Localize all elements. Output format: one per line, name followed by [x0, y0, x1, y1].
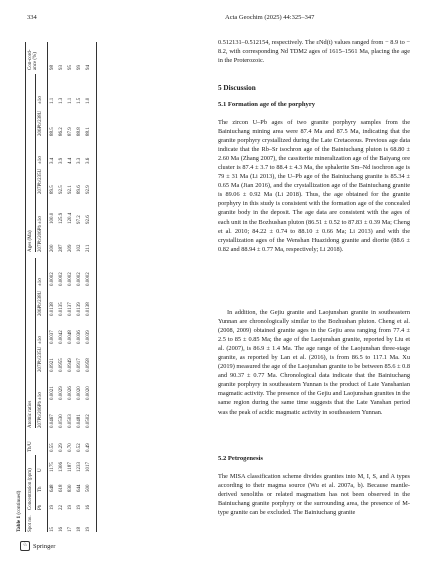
cell-concordance: 93 — [59, 65, 64, 70]
cell-ratio-err-3: 0.0002 — [77, 272, 82, 286]
cell-age-err-1: 92.6 — [86, 215, 91, 224]
cell-ratio-3: 0.0138 — [50, 302, 55, 316]
journal-citation: Acta Geochim (2025) 44:325–347 — [225, 14, 315, 21]
header-age-err-1: ±1σ — [38, 216, 43, 224]
table-caption — [17, 491, 22, 532]
table-rotated — [17, 42, 209, 532]
cell-thu: 0.52 — [77, 443, 82, 452]
table-rule-top — [25, 42, 26, 532]
page-number: 334 — [27, 14, 37, 21]
paragraph-text: The zircon U–Pb ages of two granite porphyry samples from the Bainiuchang mining area were 87.4 Ma and 87.5 Ma, indicating that the granite porphyry crystallized during the Late Cretaceous. Previous age data indicate that the Rb–Sr isochron age of the Bainiuchang pluton is 68.80 ± 2.60 Ma (Zhang 2007), the cassiterite mineralization age of the Baiyang ore cluster is 87.4 ± 3.7 to 88.4 ± 4.3 Ma, the sphalerite Sm–Nd isochron age is 79 ± 31 Ma (Li 2013), the U–Pb age of the Bainiuchang granite is 85.34 ± 0.65 Ma (Jian 2016), and the crystallization age of the Bainiuchang granite is 89.06 ± 0.92 Ma (Li 2018). Thus, the age obtained for the granite porphyry in this study is consistent with the formation age of the concealed granite body in the deposit. The age data are consistent with the ages of each unit in the Bozhushan pluton (86.51 ± 0.52 to 87.83 ± 0.39 Ma; Cheng et al. 2010; 84.22 ± 0.74 to 88.10 ± 0.66 Ma; Li 2013) and with the crystallization ages of the Wenshan Huazidong granite and diorite (88.6 ± 0.82 and 88.94 ± 0.77 Ma, respectively; Li 2018). — [218, 119, 410, 253]
cell-ratio-1: 0.0481 — [77, 414, 82, 428]
cell-ratio-err-3: 0.0002 — [68, 272, 73, 286]
cell-ratio-err-3: 0.0002 — [86, 272, 91, 286]
cell-u: 1233 — [77, 462, 82, 472]
cell-ratio-err-2: 0.0036 — [77, 330, 82, 344]
cell-ratio-err-1: 0.0021 — [50, 386, 55, 400]
cell-ratio-err-3: 0.0002 — [50, 272, 55, 286]
cell-ratio-err-2: 0.0037 — [50, 330, 55, 344]
header-u: U — [38, 468, 43, 472]
cell-pb: 16 — [86, 505, 91, 510]
cell-age-3: 86.2 — [59, 127, 64, 136]
cell-th: 648 — [50, 484, 55, 492]
header-ratio-err-1: ±1σ — [38, 392, 43, 400]
cell-ratio-err-2: 0.0039 — [86, 330, 91, 344]
cell-ratio-3: 0.0139 — [77, 302, 82, 316]
subsection-heading-formation: 5.1 Formation age of the porphyry — [218, 101, 316, 108]
cell-pb: 19 — [77, 505, 82, 510]
cell-ratio-err-1: 0.0020 — [77, 386, 82, 400]
cell-thu: 0.70 — [68, 443, 73, 452]
header-ages: Ages (Ma) — [28, 230, 33, 252]
cell-age-1: 102 — [77, 244, 82, 252]
cell-age-err-3: 1.0 — [86, 97, 91, 104]
cell-ratio-2: 0.0921 — [50, 358, 55, 372]
header-ratio-1: 207Pb/206Pb — [38, 401, 43, 428]
header-age-1: 207Pb/206Pb — [38, 225, 43, 252]
cell-age-err-1: 125.9 — [59, 212, 64, 224]
section-heading-discussion: 5 Discussion — [218, 84, 256, 92]
table-row — [77, 42, 86, 532]
header-atomic-ratios: Atomic ratios — [28, 400, 33, 428]
cell-age-err-2: 3.3 — [77, 157, 82, 164]
paragraph-text: In addition, the Gejiu granite and Laojunshan granite in southeastern Yunnan are chronologically similar to the Bozhushan pluton. Cheng et al. (2008, 2009) obtained granite ages in the Gejiu area ranging from 77.4 ± 2.5 to 85 ± 0.85 Ma; the age of the Laojunshan granite, reported by Liu et al. (2007), is 86.9 ± 1.4 Ma. The age range of the Laojunshan three-stage granite, as reported by Lan et al. (2016), is from 86.5 to 117.1 Ma. Xu (2019) measured the age of the Laojunshan granite to be between 85.6 ± 0.8 and 90.37 ± 0.77 Ma. Chronological data indicate that the Bainiuchang granite porphyry in southeastern Yunnan is the product of Late Yanshanian magmatic activity. The presence of the Gejiu and Laojunshan granites in the same region during the same time suggests that the Late Yanshan period was the peak of acidic magmatic activity in southeastern Yunnan. — [218, 309, 410, 416]
cell-ratio-2: 0.0949 — [68, 358, 73, 372]
intro-paragraph: 0.512131–0.512154, respectively. The εNd(t) values ranged from − 8.9 to − 8.2, with corresponding Nd TDM2 ages of 1615–1561 Ma, placing the age in the Proterozoic. — [218, 39, 410, 65]
cell-age-1: 287 — [59, 244, 64, 252]
header-spot: Spot no. — [28, 515, 33, 532]
cell-pb: 22 — [59, 505, 64, 510]
header-concentration: Concentration (ppm) — [28, 468, 33, 510]
cell-spot: 18 — [77, 527, 82, 532]
cell-concordance: 95 — [68, 65, 73, 70]
publisher-footer — [20, 541, 55, 551]
cell-concordance: 98 — [50, 65, 55, 70]
cell-age-2: 89.5 — [50, 185, 55, 194]
cell-age-err-3: 1.3 — [59, 97, 64, 104]
cell-concordance: 99 — [77, 65, 82, 70]
paragraph-petrogenesis — [218, 472, 410, 517]
table-row — [68, 42, 77, 532]
cell-age-1: 211 — [86, 244, 91, 252]
data-table — [17, 42, 209, 532]
springer-logo-icon: ♘ — [20, 541, 30, 551]
cell-pb: 19 — [50, 505, 55, 510]
header-thu: Th/U — [28, 441, 33, 452]
cell-ratio-1: 0.0530 — [59, 414, 64, 428]
cell-age-3: 88.8 — [77, 127, 82, 136]
cell-age-err-2: 3.9 — [59, 157, 64, 164]
header-age-2: 207Pb/235U — [38, 168, 43, 194]
cell-age-err-1: 100.0 — [50, 212, 55, 224]
cell-ratio-err-1: 0.0020 — [86, 386, 91, 400]
header-th: Th — [38, 486, 43, 492]
cell-u: 1187 — [68, 462, 73, 472]
header-pb: Pb — [38, 504, 43, 510]
rule-conc — [35, 455, 36, 510]
publisher-name: Springer — [33, 542, 56, 550]
rule-ages — [35, 74, 36, 252]
cell-thu: 0.29 — [59, 443, 64, 452]
cell-age-err-1: 120.4 — [68, 212, 73, 224]
cell-age-2: 92.9 — [86, 185, 91, 194]
cell-u: 1306 — [59, 462, 64, 472]
cell-ratio-2: 0.0955 — [59, 358, 64, 372]
cell-ratio-1: 0.0467 — [50, 414, 55, 428]
cell-ratio-err-1: 0.0026 — [68, 386, 73, 400]
paragraph-formation-1 — [218, 118, 410, 254]
cell-th: 500 — [86, 484, 91, 492]
cell-pb: 19 — [68, 505, 73, 510]
cell-age-1: 200 — [50, 244, 55, 252]
cell-ratio-3: 0.0138 — [86, 302, 91, 316]
header-ratio-2: 207Pb/235U — [38, 346, 43, 372]
header-ratio-err-2: ±1σ — [38, 336, 43, 344]
cell-ratio-err-2: 0.0048 — [68, 330, 73, 344]
header-ratio-err-3: ±1σ — [38, 278, 43, 286]
cell-age-1: 209 — [68, 244, 73, 252]
paragraph-text: The MISA classification scheme divides granites into M, I, S, and A types according to their magma source (Wu et al. 2007a, b). Because mantle-derived xenoliths or related magmatism has not been observed in the Bainiuchang granite porphyry or the surrounding area, the presence of M-type granite can be excluded. The Bainiuchang granite — [218, 473, 410, 517]
cell-age-2: 92.1 — [68, 185, 73, 194]
cell-u: 1175 — [50, 462, 55, 472]
table-caption-note: (continued) — [16, 490, 22, 515]
cell-age-err-1: 97.2 — [77, 215, 82, 224]
cell-age-2: 89.6 — [77, 185, 82, 194]
cell-spot: 17 — [68, 527, 73, 532]
cell-th: 830 — [68, 484, 73, 492]
cell-thu: 0.55 — [50, 443, 55, 452]
table-rule-bottom — [96, 42, 97, 532]
table-rule-header — [47, 42, 48, 532]
cell-th: 644 — [77, 484, 82, 492]
cell-thu: 0.49 — [86, 443, 91, 452]
cell-u: 1017 — [86, 462, 91, 472]
cell-age-err-2: 3.4 — [50, 157, 55, 164]
header-age-err-3: ±1σ — [38, 96, 43, 104]
header-age-err-2: ±1σ — [38, 156, 43, 164]
cell-ratio-1: 0.0502 — [86, 414, 91, 428]
cell-ratio-2: 0.0958 — [86, 358, 91, 372]
cell-age-err-3: 1.1 — [50, 97, 55, 104]
paragraph-formation-2 — [218, 308, 410, 417]
cell-age-err-2: 3.6 — [86, 157, 91, 164]
cell-concordance: 94 — [86, 65, 91, 70]
cell-spot: 16 — [59, 527, 64, 532]
cell-age-err-3: 1.1 — [68, 97, 73, 104]
cell-age-3: 88.5 — [50, 127, 55, 136]
cell-age-err-3: 1.5 — [77, 97, 82, 104]
cell-spot: 19 — [86, 527, 91, 532]
table-row — [59, 42, 68, 532]
cell-age-3: 87.9 — [68, 127, 73, 136]
table-row — [86, 42, 95, 532]
header-concordance: Con-cord-ance (%) — [28, 49, 39, 70]
rule-atomic — [35, 258, 36, 428]
cell-ratio-3: 0.0135 — [59, 302, 64, 316]
cell-ratio-3: 0.0137 — [68, 302, 73, 316]
cell-ratio-err-2: 0.0042 — [59, 330, 64, 344]
table-row — [50, 42, 59, 532]
header-age-3: 206Pb/238U — [38, 110, 43, 136]
cell-ratio-1: 0.0503 — [68, 414, 73, 428]
cell-ratio-2: 0.0917 — [77, 358, 82, 372]
table-label: Table 1 — [16, 515, 22, 532]
cell-age-3: 88.1 — [86, 127, 91, 136]
cell-age-err-2: 4.4 — [68, 157, 73, 164]
cell-th: 618 — [59, 484, 64, 492]
cell-age-2: 92.5 — [59, 185, 64, 194]
header-ratio-3: 206Pb/238U — [38, 290, 43, 316]
subsection-heading-petrogenesis: 5.2 Petrogenesis — [218, 455, 263, 462]
cell-ratio-err-1: 0.0029 — [59, 386, 64, 400]
cell-spot: 15 — [50, 527, 55, 532]
cell-ratio-err-3: 0.0002 — [59, 272, 64, 286]
